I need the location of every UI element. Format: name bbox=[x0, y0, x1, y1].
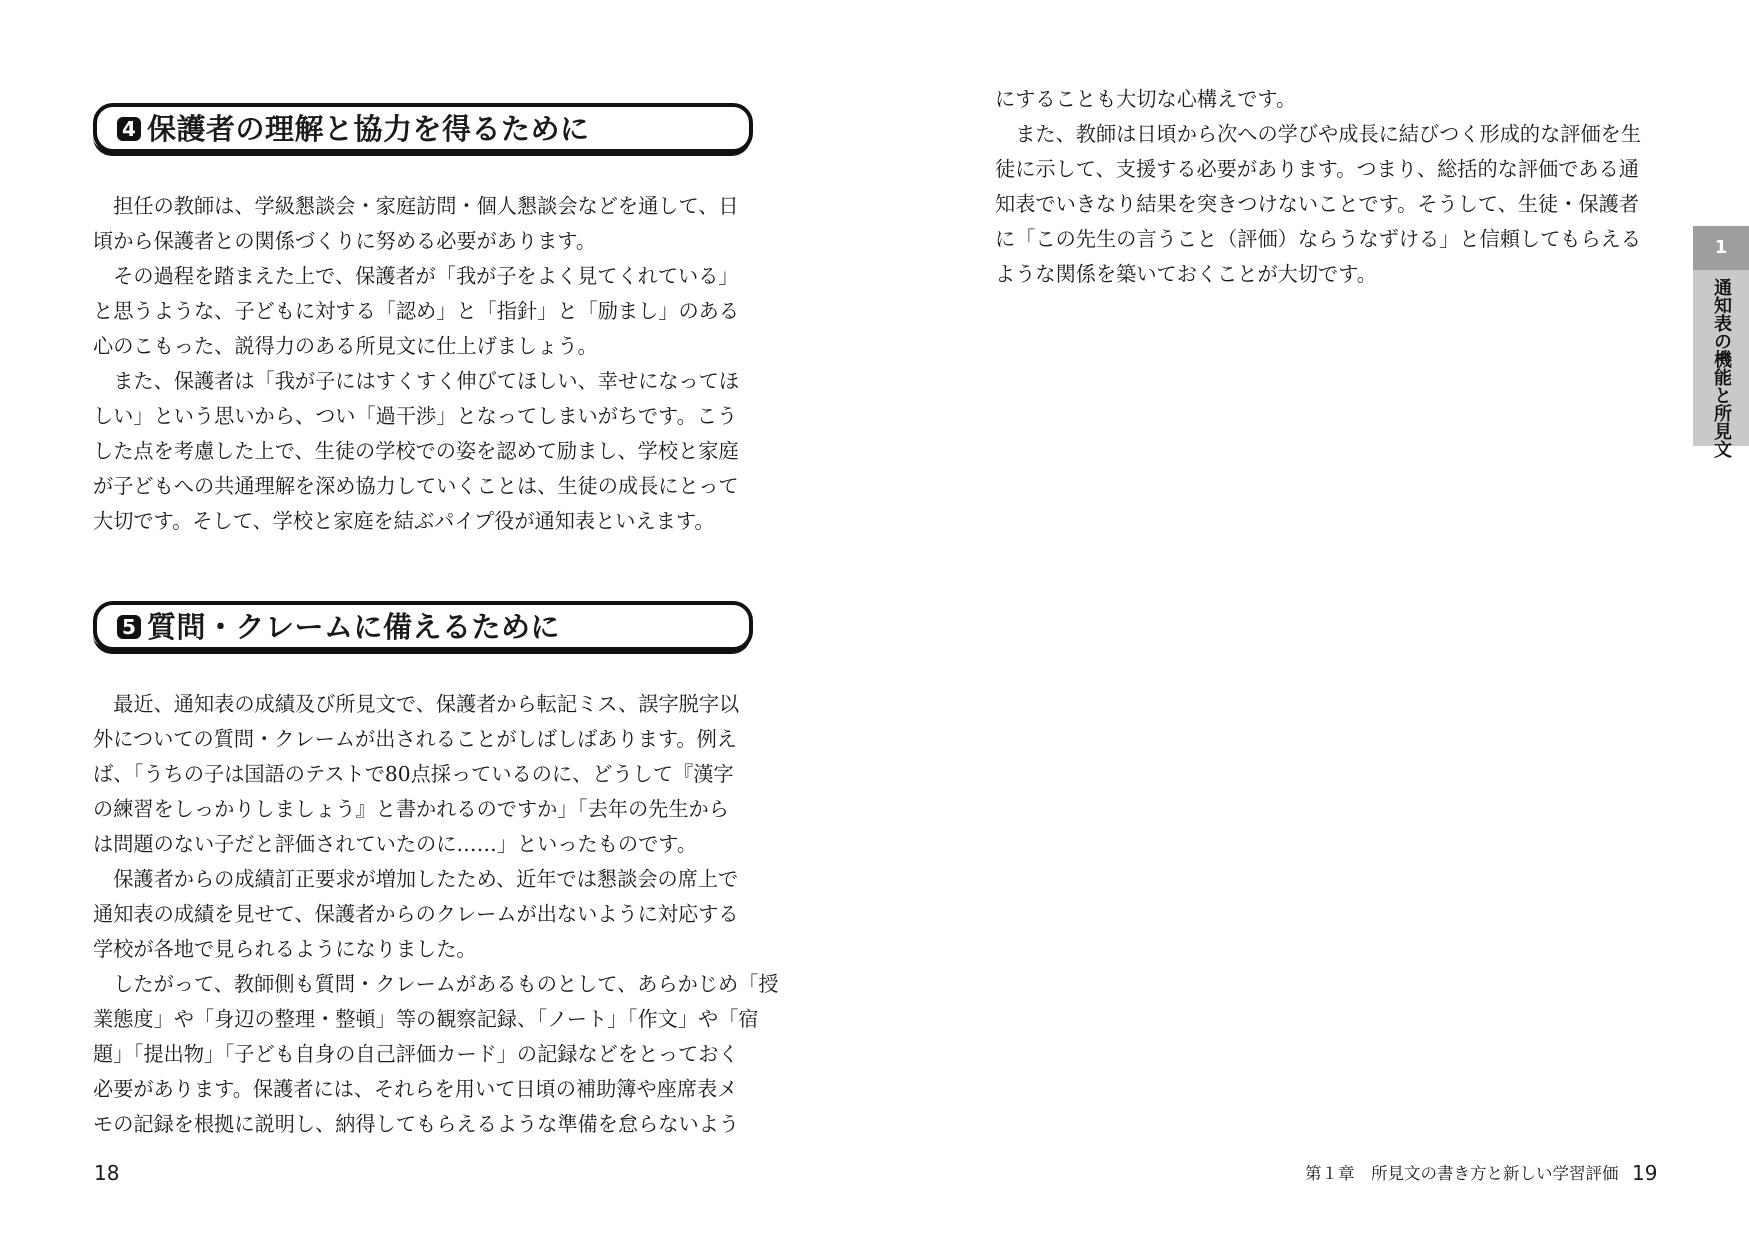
body-line: は問題のない子だと評価されていたのに……」といったものです。 bbox=[93, 832, 698, 856]
body-line: 題」「提出物」「子ども自身の自己評価カード」の記録などをとっておく bbox=[93, 1042, 739, 1066]
body-line: 心のこもった、説得力のある所見文に仕上げましょう。 bbox=[93, 334, 598, 358]
chapter-side-tab bbox=[1693, 226, 1749, 458]
body-line: したがって、教師側も質問・クレームがあるものとして、あらかじめ「授 bbox=[113, 972, 779, 996]
section-5-body bbox=[93, 687, 779, 1142]
body-line: 大切です。そして、学校と家庭を結ぶパイプ役が通知表といえます。 bbox=[93, 509, 715, 533]
body-line: 外についての質問・クレームが出されることがしばしばあります。例え bbox=[93, 727, 737, 751]
section-5-number: 5 bbox=[117, 615, 141, 639]
running-title: 第１章 所見文の書き方と新しい学習評価 bbox=[1305, 1164, 1619, 1183]
body-line: が子どもへの共通理解を深め協力していくことは、生徒の成長にとって bbox=[93, 474, 739, 498]
body-line: にすることも大切な心構えです。 bbox=[995, 87, 1297, 111]
body-line: また、教師は日頃から次への学びや成長に結びつく形成的な評価を生 bbox=[1015, 122, 1642, 146]
body-line: ような関係を築いておくことが大切です。 bbox=[995, 262, 1377, 286]
section-4-body bbox=[93, 189, 757, 539]
body-line: した点を考慮した上で、生徒の学校での姿を認めて励まし、学校と家庭 bbox=[93, 439, 739, 463]
section-5-heading bbox=[93, 601, 753, 651]
body-line: に「この先生の言うこと（評価）ならうなずける」と信頼してもらえる bbox=[995, 227, 1642, 251]
chapter-tab-number: 1 bbox=[1693, 226, 1749, 270]
body-line: と思うような、子どもに対する「認め」と「指針」と「励まし」のある bbox=[93, 299, 740, 323]
body-line: の練習をしっかりしましょう』と書かれるのですか」「去年の先生から bbox=[93, 797, 729, 821]
body-line: 頃から保護者との関係づくりに努める必要があります。 bbox=[93, 229, 597, 253]
left-page bbox=[0, 0, 874, 1241]
body-line: 保護者からの成績訂正要求が増加したため、近年では懇談会の席上で bbox=[113, 867, 739, 891]
body-line: 学校が各地で見られるようになりました。 bbox=[93, 937, 477, 961]
body-line: 担任の教師は、学級懇談会・家庭訪問・個人懇談会などを通して、日 bbox=[113, 194, 739, 218]
body-line: モの記録を根拠に説明し、納得してもらえるような準備を怠らないよう bbox=[93, 1112, 740, 1136]
body-line: その過程を踏まえた上で、保護者が「我が子をよく見てくれている」 bbox=[113, 264, 739, 288]
body-line: また、保護者は「我が子にはすくすく伸びてほしい、幸せになってほ bbox=[113, 369, 740, 393]
body-line: 徒に示して、支援する必要があります。つまり、総括的な評価である通 bbox=[995, 157, 1639, 181]
section-4-title: 保護者の理解と協力を得るために bbox=[147, 112, 590, 146]
body-line: 最近、通知表の成績及び所見文で、保護者から転記ミス、誤字脱字以 bbox=[113, 692, 740, 716]
section-4-number: 4 bbox=[117, 117, 141, 141]
chapter-tab-label: 通知表の機能と所見文 bbox=[1711, 278, 1732, 458]
body-line: 必要があります。保護者には、それらを用いて日頃の補助簿や座席表メ bbox=[93, 1077, 738, 1101]
page-number-left: 18 bbox=[94, 1161, 120, 1185]
body-line: しい」という思いから、つい「過干渉」となってしまいがちです。こう bbox=[93, 404, 738, 428]
body-line: 知表でいきなり結果を突きつけないことです。そうして、生徒・保護者 bbox=[995, 192, 1639, 216]
body-line: ば、「うちの子は国語のテストで80点採っているのに、どうして『漢字 bbox=[93, 762, 734, 786]
body-line: 業態度」や「身辺の整理・整頓」等の観察記録、「ノート」「作文」や「宿 bbox=[93, 1007, 759, 1031]
page-number-right: 19 bbox=[1632, 1161, 1658, 1185]
body-line: 通知表の成績を見せて、保護者からのクレームが出ないように対応する bbox=[93, 902, 739, 926]
section-4-heading bbox=[93, 103, 753, 153]
section-5-title: 質問・クレームに備えるために bbox=[147, 610, 561, 644]
right-page-body bbox=[995, 82, 1659, 292]
